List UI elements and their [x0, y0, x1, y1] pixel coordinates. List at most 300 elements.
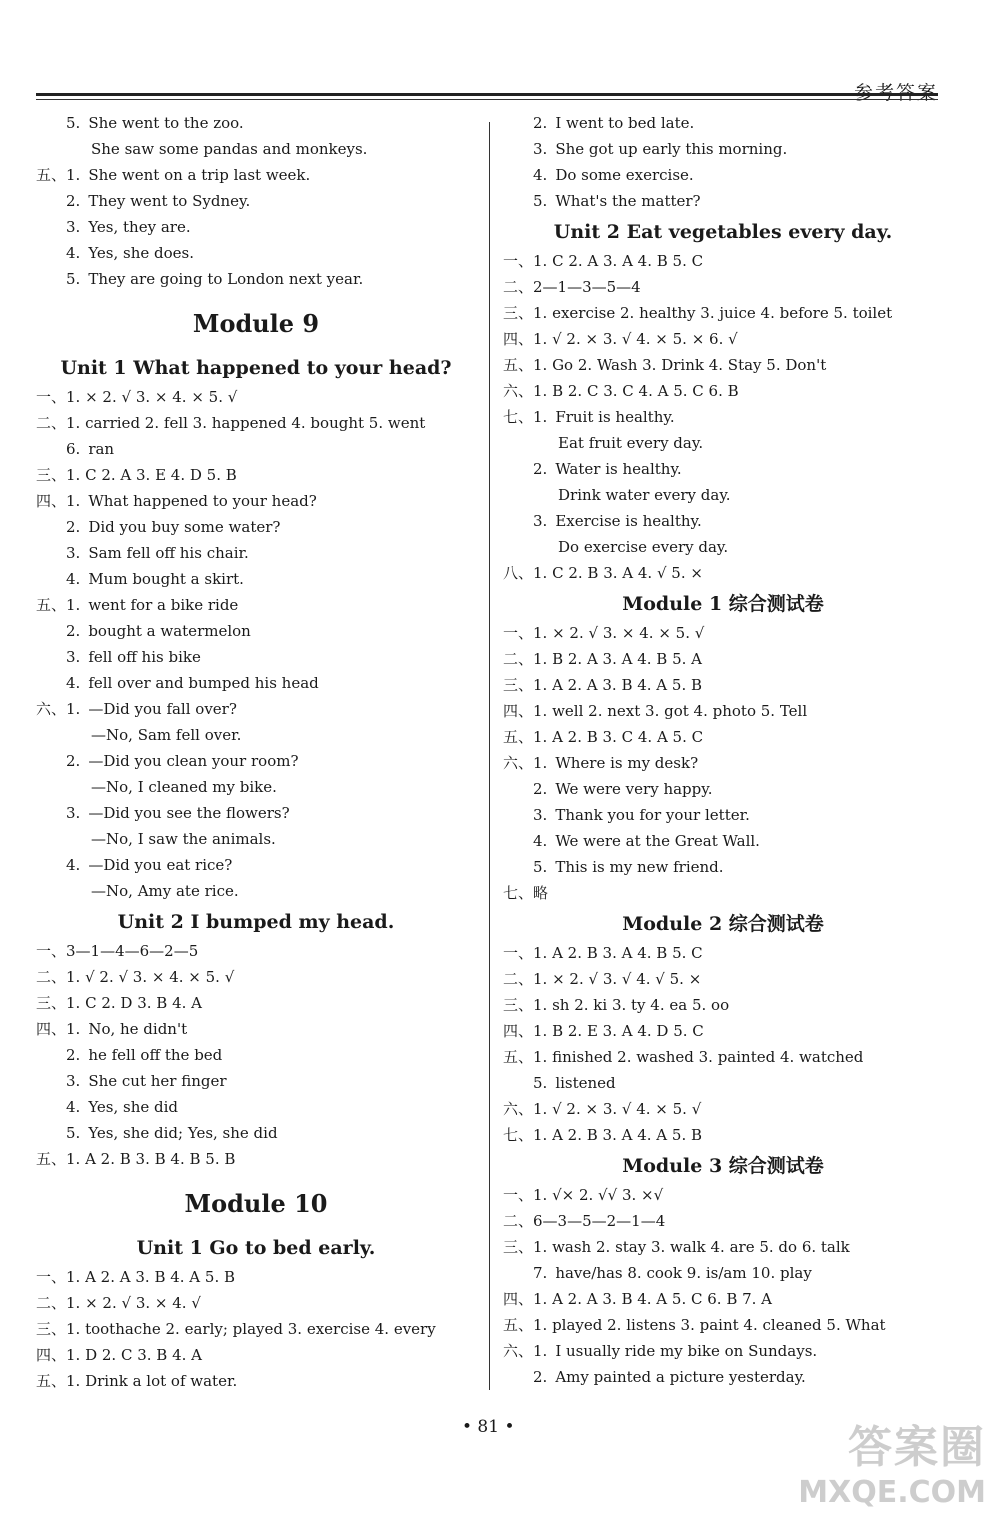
section-number: 六、 [503, 1100, 534, 1118]
answer-value: 1. wash 2. stay 3. walk 4. are 5. do 6. talk [533, 1238, 850, 1256]
answer-line [36, 514, 476, 540]
answer-value: listened [555, 1074, 616, 1092]
answer-text [533, 378, 739, 404]
answer-value: Do exercise every day. [558, 538, 729, 556]
answer-line [36, 410, 476, 436]
section-number: 一、 [36, 942, 67, 960]
answer-text [66, 188, 250, 214]
item-number: 2. [533, 114, 548, 132]
answer-text [66, 1316, 436, 1342]
answer-line [36, 618, 476, 644]
item-number: 4. [66, 1098, 81, 1116]
answer-line [503, 966, 943, 992]
item-number: 3. [66, 648, 81, 666]
answer-value: Did you buy some water? [88, 518, 281, 536]
answer-value: 1. A 2. A 3. B 4. A 5. B [533, 676, 703, 694]
answer-text [66, 618, 251, 644]
answer-line [503, 274, 943, 300]
section-number: 五、 [36, 596, 67, 614]
item-number: 3. [533, 806, 548, 824]
answer-text [533, 1018, 704, 1044]
section-number: 四、 [36, 492, 67, 510]
answer-line [503, 1018, 943, 1044]
answer-text [66, 852, 232, 878]
item-number: 3. [533, 140, 548, 158]
answer-value: Yes, they are. [88, 218, 191, 236]
section-number: 二、 [503, 1212, 534, 1230]
column-divider [489, 122, 490, 1390]
answer-value: I usually ride my bike on Sundays. [555, 1342, 818, 1360]
left-column [36, 110, 476, 1394]
section-number: 四、 [503, 1022, 534, 1040]
item-number: 4. [533, 832, 548, 850]
answer-value: Fruit is healthy. [555, 408, 675, 426]
answer-text [533, 248, 703, 274]
section-number: 七、 [503, 884, 534, 902]
answer-line [36, 488, 476, 514]
answer-text [66, 644, 201, 670]
answer-value: —No, Amy ate rice. [91, 882, 239, 900]
answer-text [66, 1146, 235, 1172]
section-number: 二、 [36, 968, 67, 986]
answer-value: Yes, she did; Yes, she did [88, 1124, 278, 1142]
section-number: 三、 [503, 304, 534, 322]
answer-text [533, 776, 713, 802]
answer-text [533, 1234, 850, 1260]
answer-value: 1. B 2. C 3. C 4. A 5. C 6. B [533, 382, 739, 400]
module-heading: Module 10 [184, 1189, 328, 1218]
answer-text [66, 938, 198, 964]
answer-text [533, 1070, 616, 1096]
answer-line [36, 214, 476, 240]
item-number: 7. [533, 1264, 548, 1282]
section-number: 四、 [503, 1290, 534, 1308]
answer-value: 1. D 2. C 3. B 4. A [66, 1346, 202, 1364]
answer-line [36, 110, 476, 136]
answer-value: 1. C 2. B 3. A 4. √ 5. × [533, 564, 703, 582]
item-number: 3. [66, 1072, 81, 1090]
answer-text [66, 384, 237, 410]
answer-text [66, 110, 244, 136]
section-number: 二、 [36, 1294, 67, 1312]
item-number: 2. [533, 780, 548, 798]
item-number: 5. [66, 114, 81, 132]
answer-line [36, 964, 476, 990]
answer-value: have/has 8. cook 9. is/am 10. play [555, 1264, 812, 1282]
answer-value: They are going to London next year. [88, 270, 364, 288]
section-number: 六、 [503, 754, 534, 772]
answer-value: Yes, she does. [88, 244, 195, 262]
answer-value: Exercise is healthy. [555, 512, 702, 530]
answer-line [503, 404, 943, 430]
answer-text [66, 1068, 227, 1094]
answer-line [36, 826, 476, 852]
section-number: 五、 [503, 356, 534, 374]
item-number: 1. [533, 754, 548, 772]
answer-value: 1. √ 2. × 3. √ 4. × 5. × 6. √ [533, 330, 738, 348]
answer-line [503, 136, 943, 162]
answer-value: —No, I cleaned my bike. [91, 778, 277, 796]
answer-text [533, 136, 787, 162]
answer-text [66, 696, 237, 722]
answer-value: 1. well 2. next 3. got 4. photo 5. Tell [533, 702, 808, 720]
answer-text [66, 800, 290, 826]
item-number: 5. [66, 270, 81, 288]
unit-heading: Unit 2 Eat vegetables every day. [553, 221, 893, 243]
answer-value: Yes, she did [88, 1098, 179, 1116]
item-number: 1. [66, 1020, 81, 1038]
section-number: 四、 [503, 330, 534, 348]
answer-line [36, 592, 476, 618]
answer-text [533, 802, 750, 828]
answer-value: 3—1—4—6—2—5 [66, 942, 199, 960]
answer-value: No, he didn't [88, 1020, 188, 1038]
answer-line [36, 162, 476, 188]
answer-value: Where is my desk? [555, 754, 699, 772]
answer-line [36, 938, 476, 964]
answer-text [533, 300, 892, 326]
answer-line [503, 248, 943, 274]
answer-value: 1. A 2. A 3. B 4. A 5. B [66, 1268, 236, 1286]
item-number: 1. [66, 700, 81, 718]
answer-text [533, 854, 724, 880]
answer-value: She went on a trip last week. [88, 166, 311, 184]
watermark-logo-text: 答案圈 [848, 1422, 986, 1473]
item-number: 2. [66, 622, 81, 640]
answer-line [503, 1338, 943, 1364]
answer-text [66, 1264, 235, 1290]
answer-value: She cut her finger [88, 1072, 227, 1090]
answer-value: Thank you for your letter. [555, 806, 750, 824]
answer-line [503, 1286, 943, 1312]
answer-value: fell over and bumped his head [88, 674, 319, 692]
answer-line [36, 266, 476, 292]
answer-line [503, 188, 943, 214]
answer-value: This is my new friend. [555, 858, 724, 876]
answer-value: 1. C 2. D 3. B 4. A [66, 994, 202, 1012]
answer-value: 1. B 2. E 3. A 4. D 5. C [533, 1022, 704, 1040]
section-number: 三、 [36, 994, 67, 1012]
answer-value: Mum bought a skirt. [88, 570, 244, 588]
answer-line [503, 880, 943, 906]
answer-line [503, 300, 943, 326]
section-number: 七、 [503, 408, 534, 426]
answer-text [66, 162, 310, 188]
item-number: 3. [66, 804, 81, 822]
section-number: 七、 [503, 1126, 534, 1144]
answer-value: 1. A 2. A 3. B 4. A 5. C 6. B 7. A [533, 1290, 773, 1308]
header-label [854, 78, 938, 105]
answer-line [36, 644, 476, 670]
answer-text [91, 878, 239, 904]
watermark [798, 1411, 986, 1510]
answer-value: I went to bed late. [555, 114, 695, 132]
answer-text [533, 698, 807, 724]
section-number: 一、 [503, 252, 534, 270]
answer-value: 6—3—5—2—1—4 [533, 1212, 666, 1230]
answer-line [503, 992, 943, 1018]
item-number: 5. [533, 192, 548, 210]
item-number: 1. [66, 492, 81, 510]
answer-value: he fell off the bed [88, 1046, 223, 1064]
answer-value: They went to Sydney. [88, 192, 251, 210]
answer-text [533, 1260, 812, 1286]
answer-text [533, 1044, 863, 1070]
answer-line [503, 1044, 943, 1070]
section-number: 一、 [503, 1186, 534, 1204]
unit-heading: Module 3 综合测试卷 [622, 1155, 824, 1177]
answer-line [503, 456, 943, 482]
answer-line [36, 1146, 476, 1172]
unit-heading: Module 1 综合测试卷 [622, 593, 824, 615]
answer-line [503, 1070, 943, 1096]
answer-value: 1. × 2. √ 3. × 4. × 5. √ [66, 388, 238, 406]
answer-text [533, 940, 703, 966]
answer-value: Eat fruit every day. [558, 434, 704, 452]
answer-value: 1. toothache 2. early; played 3. exercise 4. every [66, 1320, 436, 1338]
answer-line [36, 462, 476, 488]
answer-value: 1. × 2. √ 3. √ 4. √ 5. × [533, 970, 702, 988]
answer-text [533, 828, 760, 854]
answer-line [503, 1364, 943, 1390]
answer-text [66, 1016, 187, 1042]
answer-line [36, 188, 476, 214]
answer-line [503, 1122, 943, 1148]
answer-line [503, 378, 943, 404]
answer-text [66, 240, 194, 266]
item-number: 2. [66, 1046, 81, 1064]
item-number: 4. [66, 244, 81, 262]
answer-line [36, 774, 476, 800]
item-number: 1. [66, 166, 81, 184]
section-number: 四、 [503, 702, 534, 720]
answer-value: 1. A 2. B 3. A 4. B 5. C [533, 944, 703, 962]
answer-line [36, 384, 476, 410]
section-number: 六、 [36, 700, 67, 718]
item-number: 5. [533, 858, 548, 876]
answer-line [503, 482, 943, 508]
answer-text [533, 1312, 886, 1338]
answer-text [533, 274, 641, 300]
answer-line [36, 878, 476, 904]
answer-value: We were very happy. [555, 780, 713, 798]
answer-text [533, 456, 682, 482]
answer-text [558, 430, 703, 456]
answer-line [503, 560, 943, 586]
answer-value: —Did you see the flowers? [88, 804, 290, 822]
section-number: 五、 [36, 1372, 67, 1390]
unit-heading: Unit 1 What happened to your head? [60, 357, 452, 379]
section-number: 二、 [36, 414, 67, 432]
answer-text [91, 826, 276, 852]
answer-line [36, 990, 476, 1016]
answer-text [66, 964, 234, 990]
answer-text [533, 188, 701, 214]
section-number: 五、 [36, 1150, 67, 1168]
answer-text [66, 566, 244, 592]
item-number: 1. [533, 408, 548, 426]
answer-text [66, 436, 114, 462]
answer-value: Sam fell off his chair. [88, 544, 249, 562]
section-number: 三、 [36, 466, 67, 484]
answer-line [503, 162, 943, 188]
item-number: 2. [66, 752, 81, 770]
section-number: 五、 [503, 1316, 534, 1334]
answer-value: 1. × 2. √ 3. × 4. √ [66, 1294, 201, 1312]
section-number: 五、 [503, 1048, 534, 1066]
answer-line [36, 696, 476, 722]
answer-value: ran [88, 440, 115, 458]
answer-value: 1. Go 2. Wash 3. Drink 4. Stay 5. Don't [533, 356, 827, 374]
unit-heading: Unit 2 I bumped my head. [117, 911, 395, 933]
item-number: 4. [66, 674, 81, 692]
answer-line [36, 1264, 476, 1290]
answer-value: 1. √ 2. √ 3. × 4. × 5. √ [66, 968, 235, 986]
section-number: 三、 [36, 1320, 67, 1338]
answer-line [503, 698, 943, 724]
answer-text [66, 1042, 222, 1068]
right-column [503, 110, 943, 1390]
answer-text [66, 1368, 237, 1394]
item-number: 1. [533, 1342, 548, 1360]
answer-value: 1. × 2. √ 3. × 4. × 5. √ [533, 624, 705, 642]
answer-line [36, 1068, 476, 1094]
answer-value: 略 [533, 884, 549, 902]
answer-value: 1. C 2. A 3. E 4. D 5. B [66, 466, 237, 484]
item-number: 2. [66, 518, 81, 536]
answer-value: Amy painted a picture yesterday. [555, 1368, 806, 1386]
answer-text [533, 1182, 663, 1208]
answer-text [533, 508, 702, 534]
item-number: 6. [66, 440, 81, 458]
answer-text [66, 540, 249, 566]
answer-value: —No, I saw the animals. [91, 830, 276, 848]
section-number: 一、 [503, 624, 534, 642]
answer-value: went for a bike ride [88, 596, 239, 614]
answer-text [66, 488, 317, 514]
section-number: 一、 [503, 944, 534, 962]
answer-text [533, 1364, 806, 1390]
answer-value: What's the matter? [555, 192, 701, 210]
answer-line [503, 534, 943, 560]
answer-value: 1. A 2. B 3. C 4. A 5. C [533, 728, 704, 746]
answer-line [36, 566, 476, 592]
section-number: 四、 [36, 1020, 67, 1038]
answer-line [503, 1182, 943, 1208]
header-rule [36, 93, 938, 96]
section-number: 一、 [36, 388, 67, 406]
answer-line [503, 802, 943, 828]
answer-line [36, 1016, 476, 1042]
answer-value: —Did you fall over? [88, 700, 237, 718]
answer-text [533, 1208, 665, 1234]
answer-line [503, 1096, 943, 1122]
answer-text [66, 1120, 278, 1146]
answer-text [533, 560, 703, 586]
answer-text [533, 404, 675, 430]
answer-text [533, 880, 548, 906]
answer-value: We were at the Great Wall. [555, 832, 760, 850]
item-number: 3. [66, 544, 81, 562]
item-number: 2. [533, 460, 548, 478]
answer-text [91, 136, 367, 162]
answer-text [533, 750, 698, 776]
item-number: 1. [66, 596, 81, 614]
unit-heading: Module 2 综合测试卷 [622, 913, 824, 935]
answer-line [36, 670, 476, 696]
answer-line [36, 1316, 476, 1342]
answer-text [91, 722, 241, 748]
answer-text [66, 266, 363, 292]
answer-text [66, 410, 425, 436]
answer-value: —Did you eat rice? [88, 856, 233, 874]
item-number: 5. [66, 1124, 81, 1142]
item-number: 2. [66, 192, 81, 210]
item-number: 4. [66, 856, 81, 874]
answer-line [503, 940, 943, 966]
answer-text [533, 1122, 702, 1148]
answer-text [533, 646, 702, 672]
answer-text [66, 1342, 202, 1368]
answer-line [36, 722, 476, 748]
answer-text [66, 990, 202, 1016]
section-number: 六、 [503, 382, 534, 400]
watermark-url: MXQE.COM [798, 1475, 986, 1510]
item-number: 2. [533, 1368, 548, 1386]
answer-value: She saw some pandas and monkeys. [91, 140, 368, 158]
section-number: 二、 [503, 970, 534, 988]
answer-line [36, 1290, 476, 1316]
answer-line [503, 646, 943, 672]
answer-text [533, 352, 826, 378]
answer-text [533, 672, 702, 698]
answer-value: 1. C 2. A 3. A 4. B 5. C [533, 252, 704, 270]
answer-text [66, 462, 237, 488]
answer-text [558, 482, 731, 508]
answer-value: 1. Drink a lot of water. [66, 1372, 238, 1390]
answer-line [36, 1342, 476, 1368]
answer-text [66, 592, 238, 618]
answer-value: 1. finished 2. washed 3. painted 4. watched [533, 1048, 864, 1066]
answer-text [533, 1286, 772, 1312]
section-number: 三、 [503, 1238, 534, 1256]
item-number: 5. [533, 1074, 548, 1092]
answer-text [66, 1094, 178, 1120]
answer-line [503, 1234, 943, 1260]
answer-value: 1. sh 2. ki 3. ty 4. ea 5. oo [533, 996, 730, 1014]
answer-value: bought a watermelon [88, 622, 251, 640]
answer-line [503, 352, 943, 378]
answer-line [503, 326, 943, 352]
answer-value: Water is healthy. [555, 460, 682, 478]
answer-line [36, 240, 476, 266]
answer-value: fell off his bike [88, 648, 201, 666]
answer-value: —Did you clean your room? [88, 752, 299, 770]
section-number: 五、 [36, 166, 67, 184]
module-heading: Module 9 [192, 309, 320, 338]
unit-heading: Unit 1 Go to bed early. [136, 1237, 376, 1259]
answer-text [66, 214, 191, 240]
answer-line [503, 828, 943, 854]
answer-text [533, 724, 703, 750]
answer-line [36, 852, 476, 878]
answer-value: She got up early this morning. [555, 140, 788, 158]
answer-line [36, 1094, 476, 1120]
answer-text [533, 326, 738, 352]
answer-line [36, 800, 476, 826]
answer-line [36, 1368, 476, 1394]
answer-value: Drink water every day. [558, 486, 731, 504]
